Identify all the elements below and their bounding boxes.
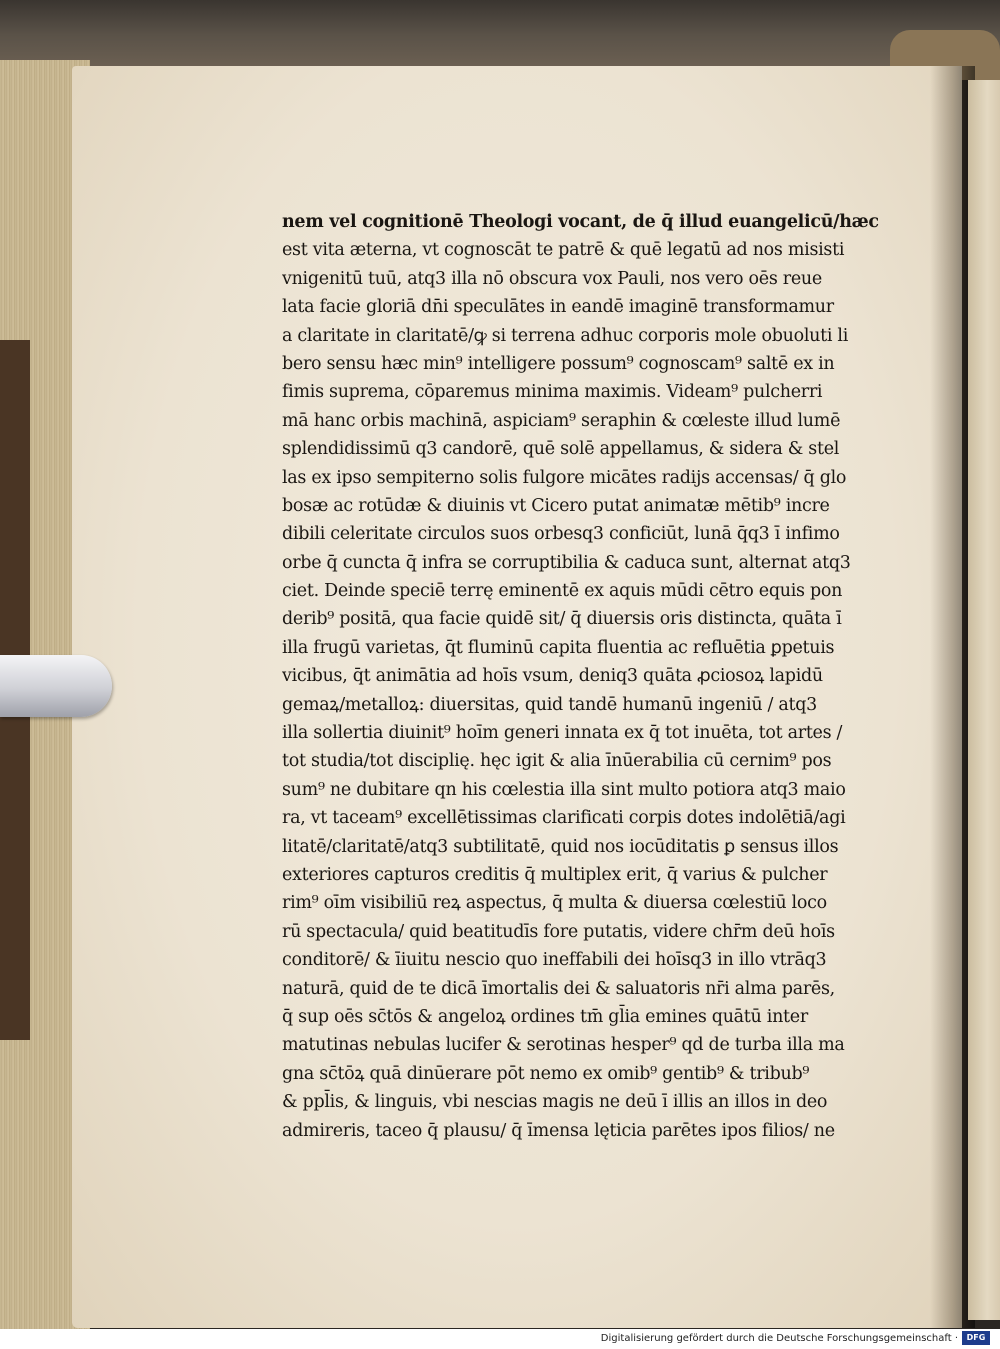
- page-holder-clip: [0, 655, 112, 717]
- text-line: admireris, taceo q̄ plausu/ q̄ īmensa lęticia parētes ipos filios/ ne: [282, 1120, 835, 1141]
- text-line: splendidissimū q3 candorē, quē solē appellamus, & sidera & stel: [282, 439, 840, 460]
- text-line: q̄ sup oēs sc̄tōs & angeloꝝ ordines tm̄ gl̄ia emines quātū inter: [282, 1006, 808, 1027]
- scanner-background: [0, 0, 1000, 70]
- text-line: las ex ipso sempiterno solis fulgore micātes radijs accensas/ q̄ glo: [282, 467, 847, 488]
- text-line: gna sc̄tōꝝ quā dinūerare pōt nemo ex omib⁹ gentib⁹ & tribub⁹: [282, 1063, 810, 1084]
- text-line: derib⁹ positā, qua facie quidē sit/ q̄ diuersis oris distincta, quāta ī: [282, 609, 842, 630]
- text-line: ciet. Deinde speciē terrę eminentē ex aquis mūdi cētro equis pon: [282, 581, 843, 602]
- funding-credit: Digitalisierung gefördert durch die Deutsche Forschungsgemeinschaft ·: [600, 1333, 958, 1344]
- text-line: a claritate in claritatē/ꝙ si terrena adhuc corporis mole obuoluti li: [282, 325, 849, 346]
- right-page-edge: [968, 80, 1000, 1320]
- text-line: rim⁹ oīm visibiliū reꝝ aspectus, q̄ multa & diuersa cœlestiū loco: [282, 893, 827, 914]
- text-line: ra, vt taceam⁹ excellētissimas clarificati corpis dotes indolētiā/agi: [282, 808, 846, 829]
- dfg-logo: DFG: [962, 1331, 990, 1345]
- text-line: orbe q̄ cuncta q̄ infra se corruptibilia & caduca sunt, alternat atq3: [282, 552, 851, 573]
- text-line: naturā, quid de te dicā īmortalis dei & saluatoris nr̄i alma parēs,: [282, 978, 835, 999]
- text-line: sum⁹ ne dubitare qn his cœlestia illa sint multo potiora atq3 maio: [282, 779, 846, 800]
- text-line: & ppl̄is, & linguis, vbi nescias magis ne deū ī illis an illos in deo: [282, 1092, 828, 1113]
- text-line: lata facie gloriā dn̄i speculātes in eandē imaginē transformamur: [282, 297, 834, 318]
- text-line: litatē/claritatē/atq3 subtilitatē, quid nos iocūditatis ꝑ sensus illos: [282, 836, 839, 857]
- text-line: vnigenitū tuū, atq3 illa nō obscura vox Pauli, nos vero oēs reue: [282, 268, 822, 289]
- text-line: est vita æterna, vt cognoscāt te patrē & quē legatū ad nos misisti: [282, 240, 845, 261]
- text-line: fimis suprema, cōparemus minima maximis. Videam⁹ pulcherri: [282, 382, 823, 403]
- text-line: mā hanc orbis machinā, aspiciam⁹ seraphin & cœleste illud lumē: [282, 410, 841, 431]
- text-line: vicibus, q̄t animātia ad hoīs vsum, deniq3 quāta ꝓciosoꝝ lapidū: [282, 666, 823, 687]
- text-line: bosæ ac rotūdæ & diuinis vt Cicero putat animatæ mētib⁹ incre: [282, 495, 830, 516]
- text-line: illa frugū varietas, q̄t fluminū capita fluentia ac refluētia ꝑpetuis: [282, 637, 835, 658]
- text-line: gemaꝝ/metalloꝝ: diuersitas, quid tandē humanū ingeniū / atq3: [282, 694, 818, 715]
- text-block: [282, 208, 912, 1145]
- text-line: tot studia/tot disciplię. hęc igit & alia īnūerabilia cū cernim⁹ pos: [282, 751, 832, 772]
- text-line: exteriores capturos creditis q̄ multiplex erit, q̄ varius & pulcher: [282, 864, 828, 885]
- text-line: dibili celeritate circulos suos orbesq3 conficiūt, lunā q̄q3 ī infimo: [282, 524, 840, 545]
- text-line: illa sollertia diuinit⁹ hoīm generi innata ex q̄ tot inuēta, tot artes /: [282, 723, 843, 744]
- text-line: matutinas nebulas lucifer & serotinas hesper⁹ qd de turba illa ma: [282, 1035, 845, 1056]
- text-line: bero sensu hæc min⁹ intelligere possum⁹ cognoscam⁹ saltē ex in: [282, 353, 835, 374]
- text-line: rū spectacula/ quid beatitudīs fore putatis, videre chr̄m deū hoīs: [282, 921, 835, 942]
- text-line: conditorē/ & īiuitu nescio quo ineffabili dei hoīsq3 in illo vtrāq3: [282, 950, 827, 971]
- text-line: nem vel cognitionē Theologi vocant, de q̄ illud euangelicū/hæc: [282, 212, 879, 232]
